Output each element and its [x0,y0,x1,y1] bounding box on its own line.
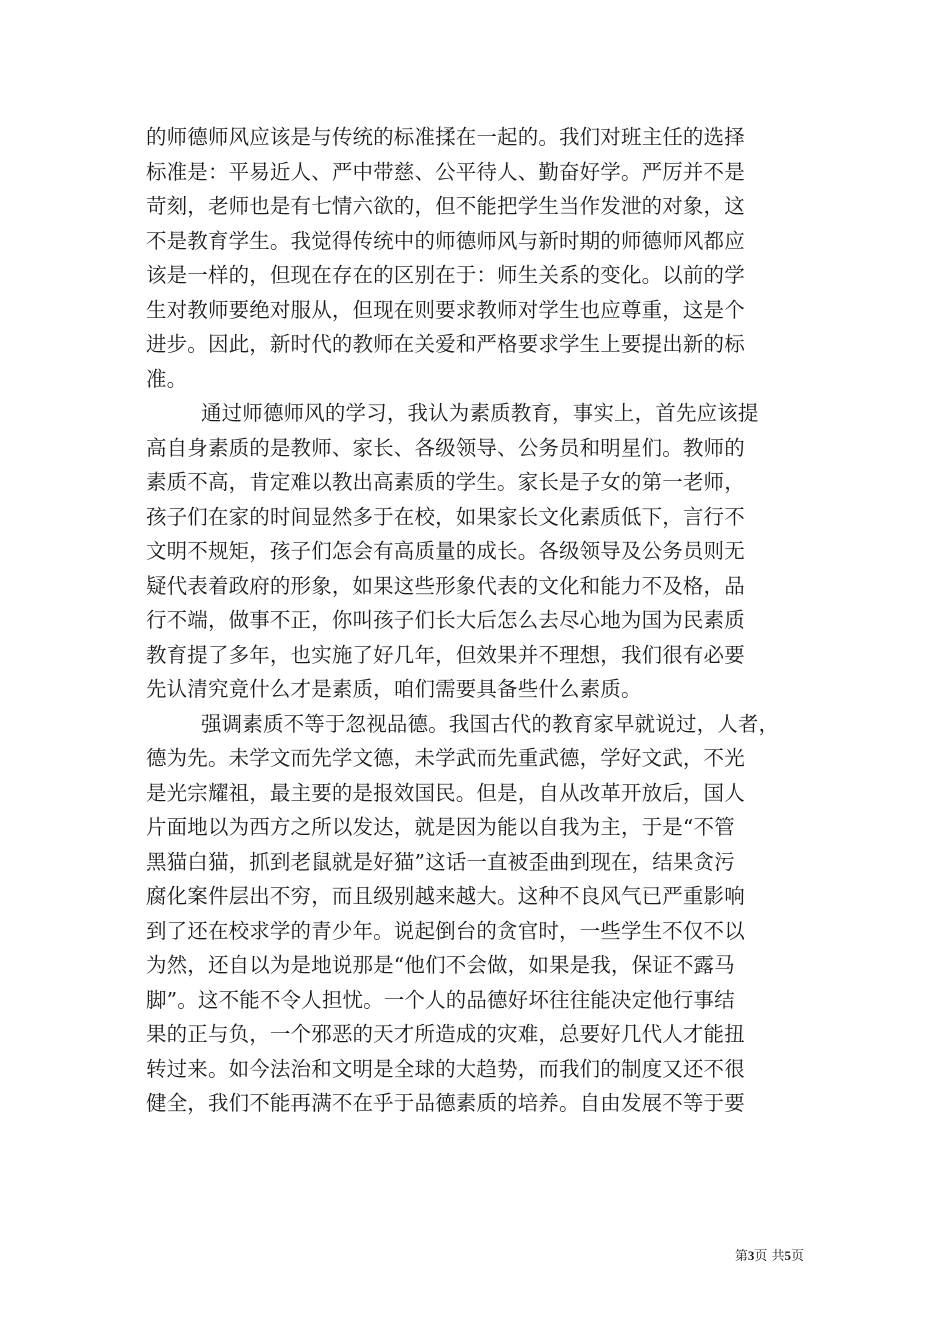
text-line: 教育提了多年，也实施了好几年，但效果并不理想，我们很有必要 [146,642,745,667]
text-line: 的师德师风应该是与传统的标准揉在一起的。我们对班主任的选择 [146,125,745,149]
text-line: 不是教育学生。我觉得传统中的师德师风与新时期的师德师风都应 [146,228,745,253]
text-line: 脚”。这不能不令人担忧。一个人的品德好坏往往能决定他行事结 [146,987,735,1012]
text-line: 进步。因此，新时代的教师在关爱和严格要求学生上要提出新的标 [146,332,745,356]
paragraph-1 [146,120,806,396]
footer-middle: 页 共 [754,1249,785,1264]
text-line: 健全，我们不能再满不在乎于品德素质的培养。自由发展不等于要 [146,1091,745,1115]
text-line: 德为先。未学文而先学文德，未学武而先重武德，学好文武，不光 [146,746,745,770]
text-line: 疑代表着政府的形象，如果这些形象代表的文化和能力不及格，品 [146,573,745,598]
text-line: 先认清究竟什么才是素质，咱们需要具备些什么素质。 [146,677,642,701]
text-line: 素质不高，肯定难以教出高素质的学生。家长是子女的第一老师， [146,470,745,494]
total-pages-number: 5 [784,1248,791,1263]
text-line: 高自身素质的是教师、家长、各级领导、公务员和明星们。教师的 [146,435,745,460]
current-page-number: 3 [747,1248,755,1263]
text-line: 行不端，做事不正，你叫孩子们长大后怎么去尽心地为国为民素质 [146,608,745,632]
text-line: 文明不规矩，孩子们怎会有高质量的成长。各级领导及公务员则无 [146,539,745,563]
text-line: 通过师德师风的学习，我认为素质教育，事实上，首先应该提 [201,401,759,425]
text-line: 是光宗耀祖，最主要的是报效国民。但是，自从改革开放后，国人 [146,780,745,805]
footer-suffix: 页 [790,1249,804,1264]
text-line: 苛刻，老师也是有七情六欲的，但不能把学生当作发泄的对象，这 [146,194,745,218]
text-line: 果的正与负，一个邪恶的天才所造成的灾难，总要好几代人才能扭 [146,1022,745,1046]
text-line: 该是一样的，但现在存在的区别在于：师生关系的变化。以前的学 [146,263,745,287]
text-line: 转过来。如今法治和文明是全球的大趋势，而我们的制度又还不很 [146,1056,745,1081]
paragraph-2 [146,396,806,707]
text-line: 腐化案件层出不穷，而且级别越来越大。这种不良风气已严重影响 [146,884,745,908]
text-line: 标准是：平易近人、严中带慈、公平待人、勤奋好学。严厉并不是 [146,159,745,184]
text-line: 生对教师要绝对服从，但现在则要求教师对学生也应尊重，这是个 [146,297,745,322]
paragraph-3 [146,707,806,1121]
text-line: 为然，还自以为是地说那是“他们不会做，如果是我，保证不露马 [146,953,735,977]
document-body [146,120,806,1121]
text-line: 到了还在校求学的青少年。说起倒台的贪官时，一些学生不仅不以 [146,918,745,943]
text-line: 片面地以为西方之所以发达，就是因为能以自我为主，于是“不管 [146,815,735,839]
page-footer [735,1245,804,1264]
text-line: 强调素质不等于忽视品德。我国古代的教育家早就说过，人者， [201,711,780,736]
text-line: 孩子们在家的时间显然多于在校，如果家长文化素质低下，言行不 [146,504,745,529]
text-line: 黑猫白猫，抓到老鼠就是好猫”这话一直被歪曲到现在，结果贪污 [146,849,735,874]
text-line: 准。 [146,366,188,391]
footer-prefix: 第 [734,1249,748,1264]
